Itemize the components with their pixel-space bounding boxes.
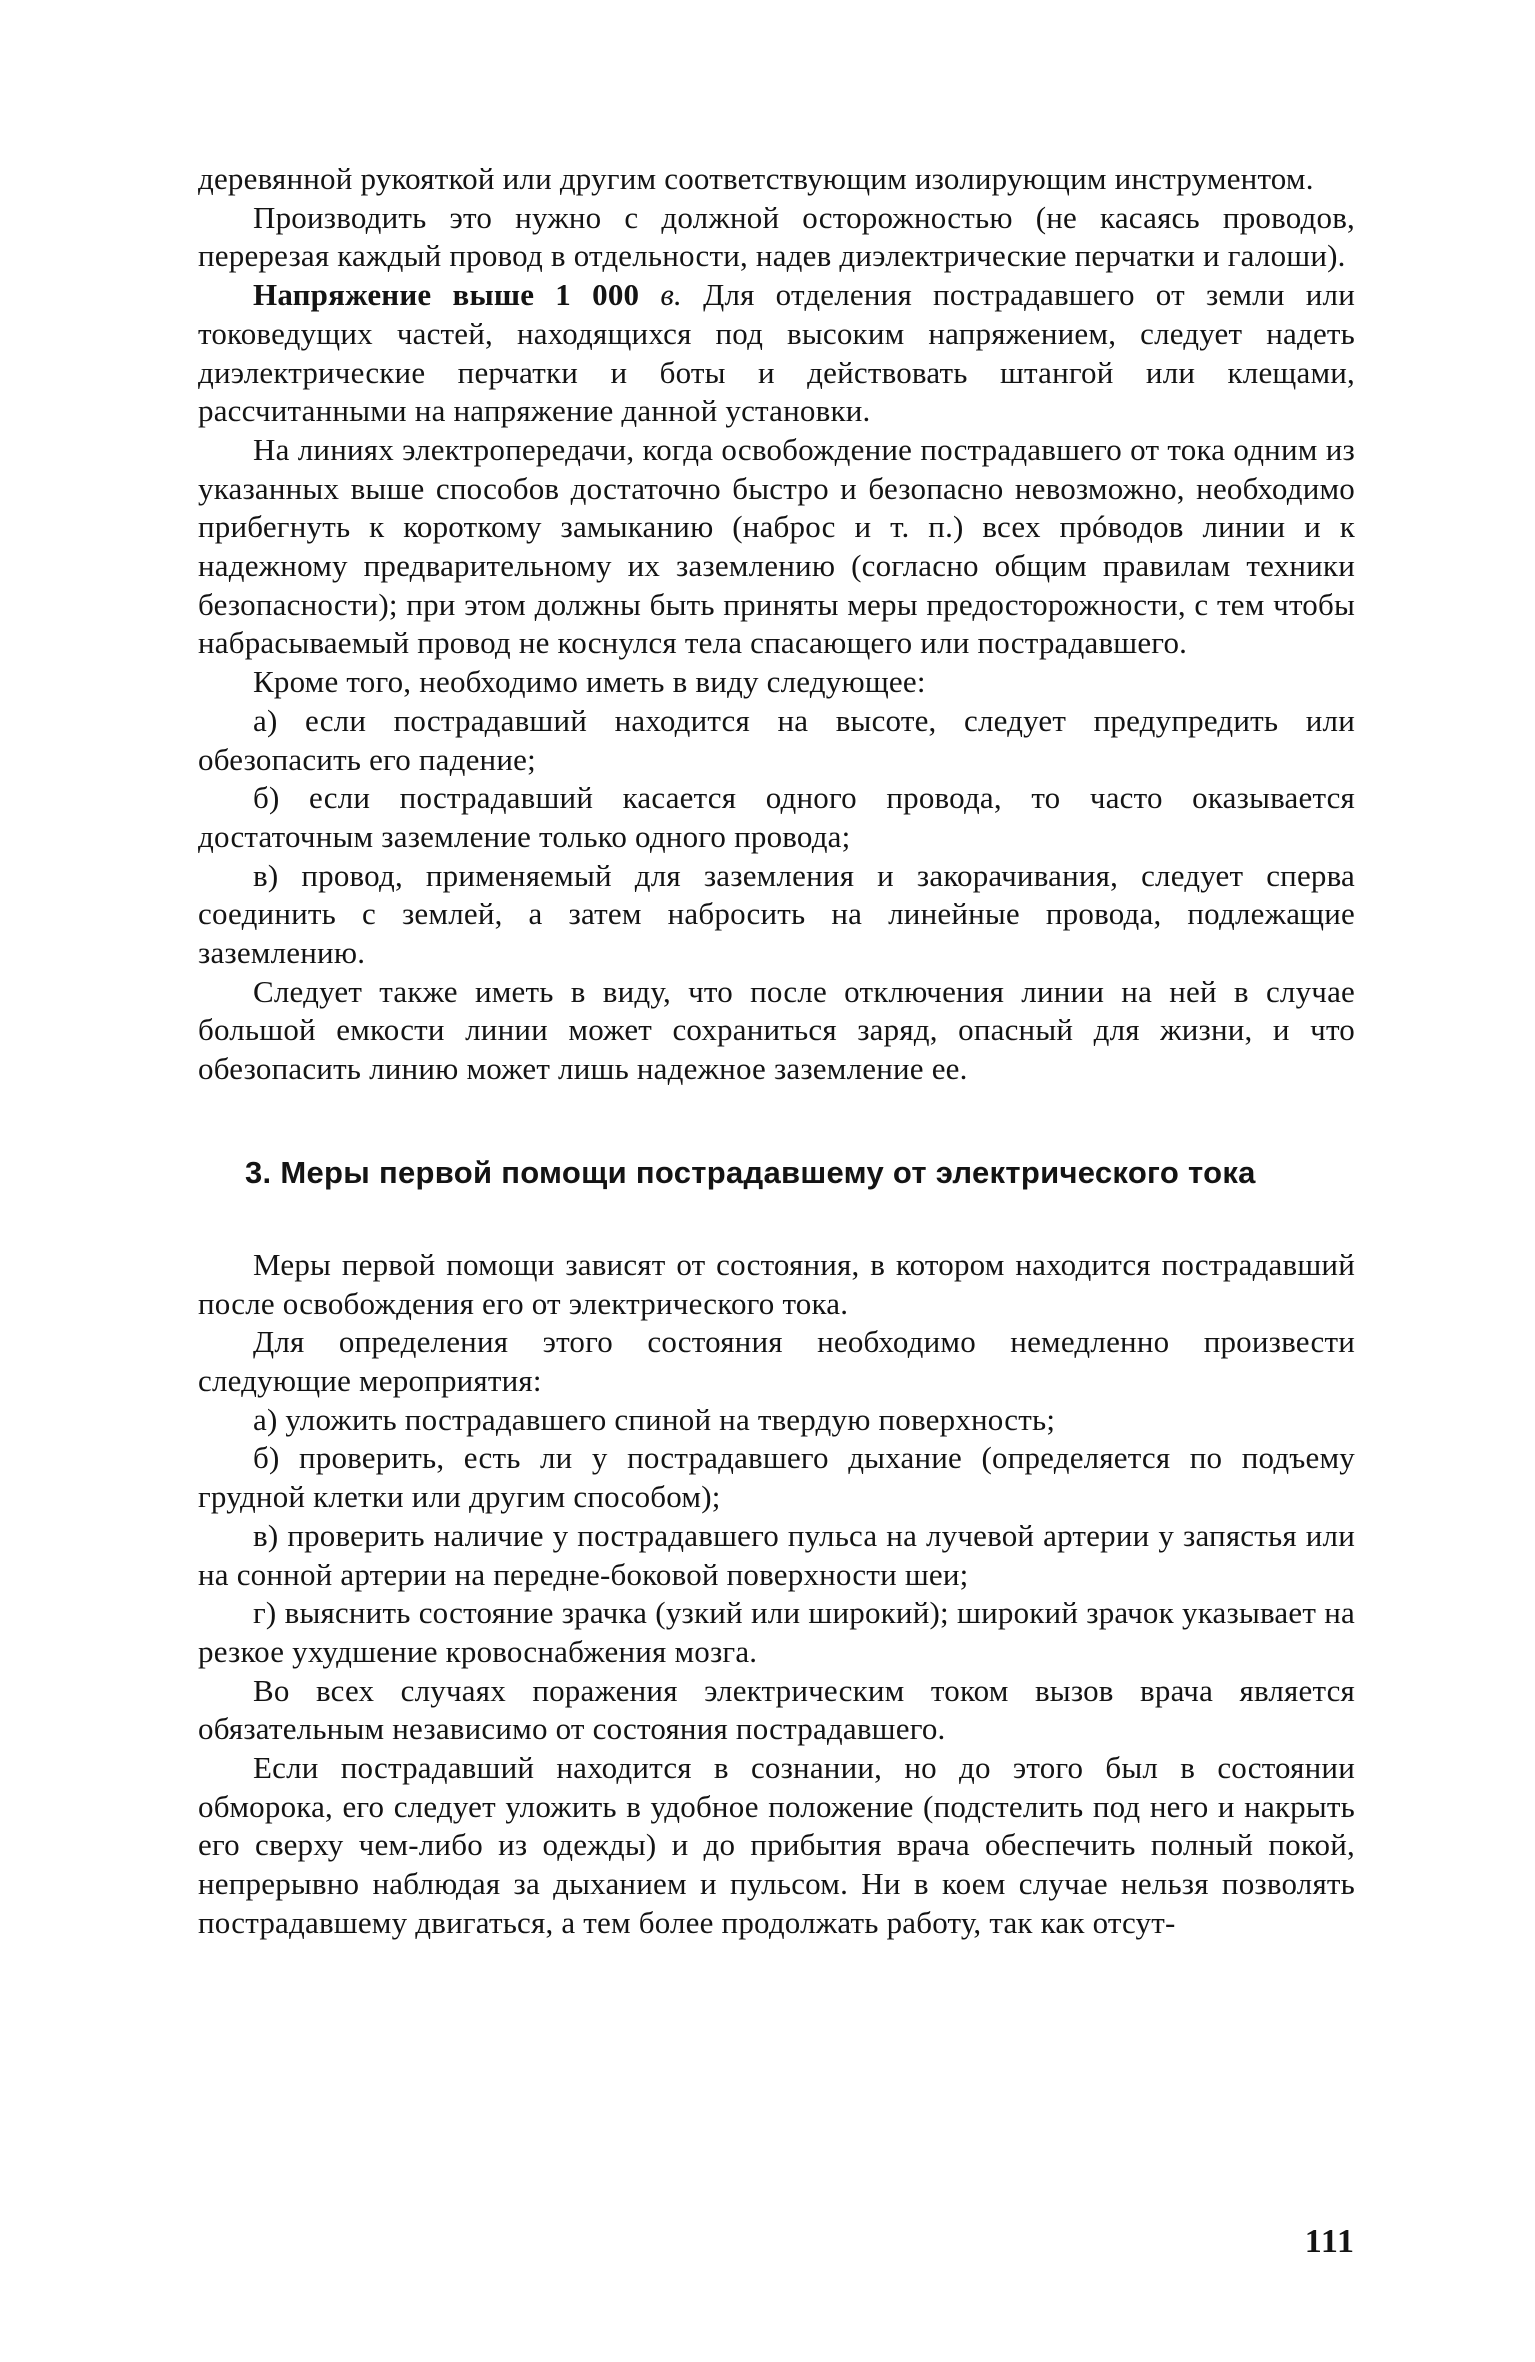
section-heading: 3. Меры первой помощи пострадавшему от электрического тока xyxy=(245,1154,1256,1190)
list-item-a-height: а) если пострадавший находится на высоте, следует предупредить или обезопасить его падение; xyxy=(198,702,1355,777)
high-voltage-run-in-heading: Напряжение выше 1 000 xyxy=(253,277,640,313)
paragraph-determine-state: Для определения этого состояния необходимо немедленно произвести следующие мероприятия: xyxy=(198,1324,1355,1398)
list-item-b-breathing: б) проверить, есть ли у пострадавшего дыхание (определяется по подъему грудной клетки или другим способом); xyxy=(198,1440,1355,1515)
list-item-a-lay-down: а) уложить пострадавшего спиной на твердую поверхность; xyxy=(253,1401,1056,1437)
paragraph-first-aid-depends: Меры первой помощи зависят от состояния, в котором находится пострадавший после освобождения его от электрического тока. xyxy=(198,1246,1355,1321)
list-item-d-pupil: г) выяснить состояние зрачка (узкий или широкий); широкий зрачок указывает на резкое ухудшение кровоснабжения мозга. xyxy=(198,1595,1355,1669)
list-item-c-grounding-wire: в) провод, применяемый для заземления и закорачивания, следует сперва соединить с землей, а затем набросить на линейные провода, подлежащие заземлению. xyxy=(198,857,1355,971)
page-body xyxy=(198,160,1355,1943)
paragraph-power-lines: На линиях электропередачи, когда освобождение пострадавшего от тока одним из указанных выше способов достаточно быстро и безопасно невозможно, необходимо прибегнуть к короткому замыканию (наброс и т. п.) всех прóводов линии и к надежному предварительному их заземлению (согласно общим правилам техники безопасности); при этом должны быть приняты меры предосторожности, с тем чтобы набрасываемый провод не коснулся тела спасающего или пострадавшего. xyxy=(198,431,1355,661)
paragraph-residual-charge: Следует также иметь в виду, что после отключения линии на ней в случае большой емкости линии может сохраниться заряд, опасный для жизни, и что обезопасить линию может лишь надежное заземление ее. xyxy=(198,973,1355,1087)
list-item-b-one-wire: б) если пострадавший касается одного провода, то часто оказывается достаточным заземление только одного провода; xyxy=(198,780,1355,854)
high-voltage-text: Для отделения пострадавшего от земли или токоведущих частей, находящихся под высоким напряжением, следует надеть диэлектрические перчатки и боты и действовать штангой или клещами, рассчитанными на напряжение данной установки. xyxy=(198,277,1356,429)
voltage-unit: в. xyxy=(660,277,682,313)
paragraph-continuation: деревянной рукояткой или другим соответствующим изолирующим инструментом. xyxy=(198,161,1314,196)
paragraph-cutting-wires: Производить это нужно с должной осторожностью (не касаясь проводов, перерезая каждый провод в отдельности, надев диэлектрические перчатки и галоши). xyxy=(198,199,1355,274)
paragraph-also-note: Кроме того, необходимо иметь в виду следующее: xyxy=(253,664,926,700)
paragraph-call-doctor: Во всех случаях поражения электрическим током вызов врача является обязательным независимо от состояния пострадавшего. xyxy=(198,1672,1355,1747)
paragraph-high-voltage xyxy=(198,276,1355,431)
paragraph-conscious-victim: Если пострадавший находится в сознании, но до этого был в состоянии обморока, его следует уложить в удобное положение (подстелить под него и накрыть его сверху чем-либо из одежды) и до прибытия врача обеспечить полный покой, непрерывно наблюдая за дыханием и пульсом. Ни в коем случае нельзя позволять пострадавшему двигаться, а тем более продолжать работу, так как отсут- xyxy=(198,1750,1355,1940)
page-number: 111 xyxy=(1304,2223,1355,2260)
list-item-c-pulse: в) проверить наличие у пострадавшего пульса на лучевой артерии у запястья или на сонной артерии на передне-боковой поверхности шеи; xyxy=(198,1517,1355,1592)
